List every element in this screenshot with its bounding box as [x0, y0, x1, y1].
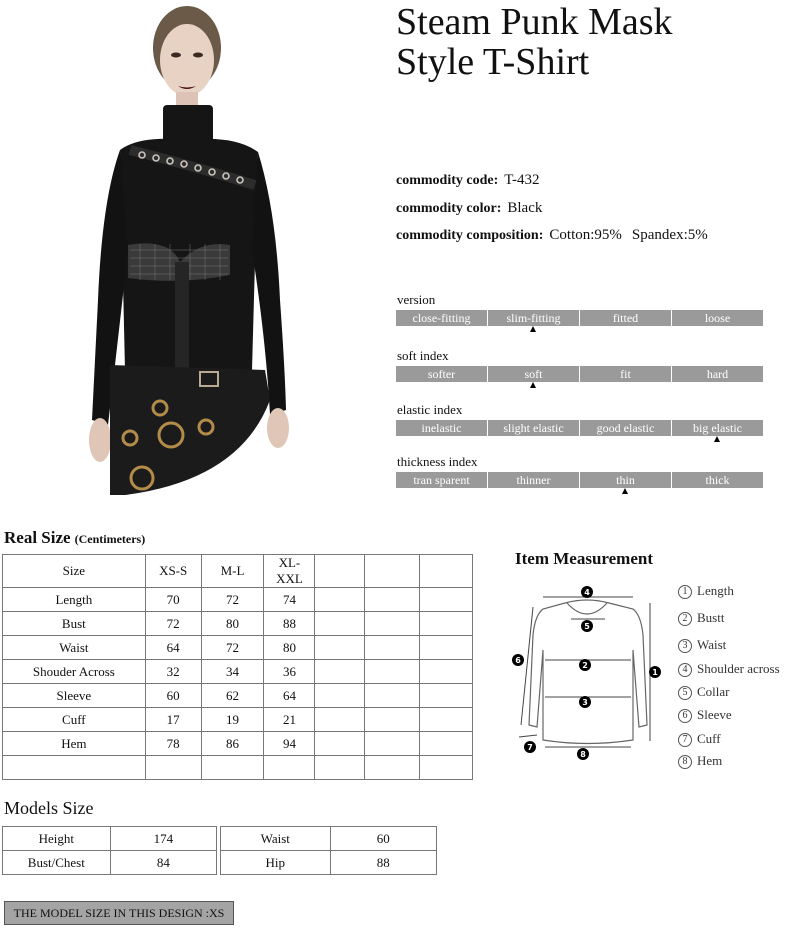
- table-cell: [3, 756, 146, 780]
- legend-item-sleeve: [678, 707, 732, 723]
- index-title-version: version: [397, 292, 436, 307]
- table-cell: 70: [145, 588, 201, 612]
- selected-index-marker: [714, 436, 720, 442]
- table-cell: 64: [264, 684, 315, 708]
- table-row: [3, 588, 473, 612]
- index-option: fit: [580, 366, 671, 382]
- table-cell: [315, 732, 365, 756]
- index-option: loose: [672, 310, 763, 326]
- legend-item-length: [678, 583, 734, 599]
- legend-item-hem: [678, 753, 722, 769]
- table-cell: [420, 708, 473, 732]
- legend-number: 7: [678, 733, 692, 747]
- table-cell: [365, 660, 420, 684]
- table-cell: 60: [145, 684, 201, 708]
- commodity-code-value: T-432: [504, 172, 540, 188]
- table-cell: [145, 756, 201, 780]
- legend-item-waist: [678, 637, 726, 653]
- index-option: soft: [488, 366, 579, 382]
- svg-text:4: 4: [584, 588, 590, 597]
- commodity-color-row: [396, 200, 542, 217]
- legend-number: 8: [678, 755, 692, 769]
- table-header-row: [3, 555, 473, 588]
- table-cell: 72: [145, 612, 201, 636]
- model-label: Bust/Chest: [3, 851, 111, 875]
- shirt-measurement-diagram: [505, 575, 675, 770]
- table-cell: 36: [264, 660, 315, 684]
- table-row: [3, 708, 473, 732]
- table-cell: [315, 588, 365, 612]
- index-option: fitted: [580, 310, 671, 326]
- product-title: [396, 2, 796, 82]
- table-header-cell: XS-S: [145, 555, 201, 588]
- table-cell: 88: [264, 612, 315, 636]
- legend-number: 5: [678, 686, 692, 700]
- product-photo: [80, 0, 295, 495]
- table-cell: [365, 684, 420, 708]
- real-size-table: [2, 554, 473, 780]
- model-value: 60: [330, 827, 436, 851]
- table-cell: 74: [264, 588, 315, 612]
- legend-label: Bustt: [697, 610, 725, 625]
- index-option: tran sparent: [396, 472, 487, 488]
- index-option: slim-fitting: [488, 310, 579, 326]
- commodity-code-row: [396, 172, 540, 189]
- table-cell: [365, 708, 420, 732]
- table-cell: [315, 684, 365, 708]
- svg-text:6: 6: [515, 656, 521, 665]
- table-cell: [365, 588, 420, 612]
- model-value: 84: [110, 851, 216, 875]
- commodity-color-value: Black: [507, 200, 543, 216]
- table-cell: Cuff: [3, 708, 146, 732]
- model-value: 88: [330, 851, 436, 875]
- selected-index-marker: [530, 382, 536, 388]
- table-header-cell: [365, 555, 420, 588]
- index-title-elastic: elastic index: [397, 402, 463, 417]
- composition-spandex: Spandex:5%: [631, 227, 708, 243]
- commodity-code-label: commodity code:: [396, 173, 499, 188]
- table-cell: Bust: [3, 612, 146, 636]
- table-header-cell: [420, 555, 473, 588]
- table-cell: [420, 636, 473, 660]
- table-cell: [201, 756, 264, 780]
- index-option: thinner: [488, 472, 579, 488]
- index-option: big elastic: [672, 420, 763, 436]
- table-cell: 94: [264, 732, 315, 756]
- table-cell: 72: [201, 636, 264, 660]
- commodity-composition-row: [396, 227, 708, 244]
- table-cell: 32: [145, 660, 201, 684]
- table-cell: 72: [201, 588, 264, 612]
- table-row: [3, 636, 473, 660]
- table-cell: Length: [3, 588, 146, 612]
- model-illustration: [80, 0, 295, 495]
- legend-label: Cuff: [697, 731, 721, 746]
- table-cell: 80: [201, 612, 264, 636]
- table-row: [3, 732, 473, 756]
- legend-label: Collar: [697, 684, 730, 699]
- legend-number: 3: [678, 639, 692, 653]
- real-size-heading: Real Size: [4, 528, 71, 547]
- table-header-cell: Size: [3, 555, 146, 588]
- legend-label: Sleeve: [697, 707, 732, 722]
- table-cell: 64: [145, 636, 201, 660]
- composition-cotton: Cotton:95%: [549, 227, 622, 243]
- table-cell: [420, 612, 473, 636]
- table-row: [3, 612, 473, 636]
- table-cell: 62: [201, 684, 264, 708]
- table-header-cell: M-L: [201, 555, 264, 588]
- table-cell: Waist: [3, 636, 146, 660]
- legend-label: Shoulder across: [697, 661, 780, 676]
- table-cell: [315, 756, 365, 780]
- index-option: thin: [580, 472, 671, 488]
- product-title-line-1: Steam Punk Mask: [396, 1, 673, 43]
- commodity-color-label: commodity color:: [396, 201, 502, 216]
- model-label: Waist: [221, 827, 331, 851]
- selected-index-marker: [530, 326, 536, 332]
- index-option: softer: [396, 366, 487, 382]
- index-option: inelastic: [396, 420, 487, 436]
- svg-text:7: 7: [527, 743, 533, 752]
- index-option: good elastic: [580, 420, 671, 436]
- table-cell: [365, 756, 420, 780]
- table-cell: [315, 708, 365, 732]
- index-option: thick: [672, 472, 763, 488]
- table-cell: [264, 756, 315, 780]
- table-cell: [420, 684, 473, 708]
- table-header-cell: [315, 555, 365, 588]
- selected-index-marker: [622, 488, 628, 494]
- legend-item-shoulder: [678, 661, 780, 677]
- table-cell: 80: [264, 636, 315, 660]
- legend-label: Length: [697, 583, 734, 598]
- commodity-composition-label: commodity composition:: [396, 228, 544, 243]
- models-size-table-right: [220, 826, 437, 875]
- svg-text:3: 3: [582, 698, 588, 707]
- table-cell: 34: [201, 660, 264, 684]
- model-label: Hip: [221, 851, 331, 875]
- table-cell: 78: [145, 732, 201, 756]
- real-size-title: [4, 528, 145, 548]
- table-cell: [365, 612, 420, 636]
- legend-item-collar: [678, 684, 730, 700]
- index-option: slight elastic: [488, 420, 579, 436]
- product-title-line-2: Style T-Shirt: [396, 41, 590, 83]
- table-cell: 21: [264, 708, 315, 732]
- model-size-note: THE MODEL SIZE IN THIS DESIGN :XS: [4, 901, 234, 925]
- item-measurement-title: Item Measurement: [515, 549, 654, 568]
- table-cell: [365, 732, 420, 756]
- table-cell: [315, 612, 365, 636]
- legend-item-cuff: [678, 731, 721, 747]
- svg-text:8: 8: [580, 750, 586, 759]
- table-cell: [420, 732, 473, 756]
- table-cell: [420, 660, 473, 684]
- legend-number: 6: [678, 709, 692, 723]
- index-option: hard: [672, 366, 763, 382]
- table-cell: [420, 756, 473, 780]
- table-cell: [420, 588, 473, 612]
- svg-text:5: 5: [584, 622, 590, 631]
- model-label: Height: [3, 827, 111, 851]
- table-row: [3, 756, 473, 780]
- index-title-thickness: thickness index: [397, 454, 478, 469]
- table-header-cell: XL-XXL: [264, 555, 315, 588]
- table-cell: 17: [145, 708, 201, 732]
- svg-text:1: 1: [652, 668, 658, 677]
- table-row: [3, 660, 473, 684]
- table-cell: Hem: [3, 732, 146, 756]
- svg-text:2: 2: [582, 661, 588, 670]
- models-size-title: Models Size: [4, 798, 94, 818]
- legend-label: Waist: [697, 637, 727, 652]
- real-size-unit: (Centimeters): [74, 532, 146, 546]
- table-cell: Sleeve: [3, 684, 146, 708]
- table-cell: 19: [201, 708, 264, 732]
- table-row: [3, 684, 473, 708]
- table-cell: [365, 636, 420, 660]
- table-cell: [315, 660, 365, 684]
- table-cell: 86: [201, 732, 264, 756]
- table-cell: [315, 636, 365, 660]
- legend-item-bust: [678, 610, 724, 626]
- index-option: close-fitting: [396, 310, 487, 326]
- legend-number: 4: [678, 663, 692, 677]
- legend-number: 1: [678, 585, 692, 599]
- index-title-soft: soft index: [397, 348, 449, 363]
- legend-label: Hem: [697, 753, 723, 768]
- legend-number: 2: [678, 612, 692, 626]
- models-size-table-left: [2, 826, 217, 875]
- model-value: 174: [110, 827, 216, 851]
- table-cell: Shouder Across: [3, 660, 146, 684]
